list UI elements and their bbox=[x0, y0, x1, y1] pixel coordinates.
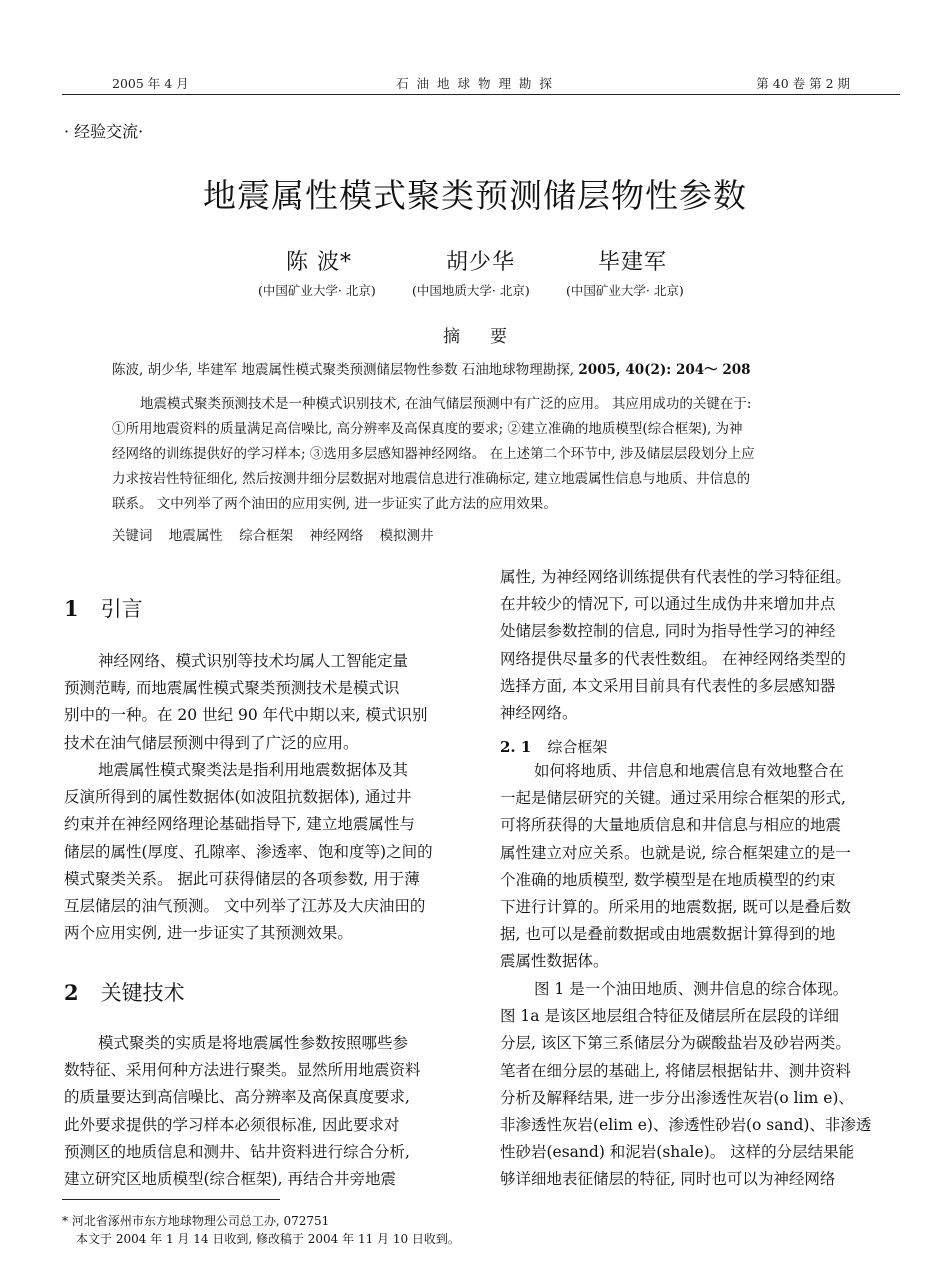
text-line: 非渗透性灰岩(elim e)、渗透性砂岩(o sand)、非渗透 bbox=[500, 1116, 872, 1135]
text-line: 地震属性模式聚类法是指利用地震数据体及其 bbox=[98, 761, 409, 779]
intro-paragraph-2 bbox=[64, 757, 433, 947]
text-line: 下进行计算的。所采用的地震数据, 既可以是叠后数 bbox=[500, 898, 851, 917]
text-line: 预测区的地质信息和测井、钻井资料进行综合分析, bbox=[64, 1142, 410, 1161]
section-2-number: 2 bbox=[64, 980, 79, 1005]
continued-paragraph bbox=[500, 564, 851, 727]
text-line: 储层的属性(厚度、孔隙率、渗透率、饱和度等)之间的 bbox=[64, 842, 433, 861]
author-3: 毕建军 bbox=[598, 250, 668, 275]
text-line: 数特征、采用何种方法进行聚类。显然所用地震资料 bbox=[64, 1061, 421, 1080]
header-date: 2005 年 4 月 bbox=[112, 76, 189, 91]
section-1-number: 1 bbox=[64, 596, 79, 621]
header-volume: 第 40 卷 第 2 期 bbox=[756, 76, 850, 91]
text-line: 图 1 是一个油田地质、测井信息的综合体现。 bbox=[534, 980, 849, 998]
intro-paragraph-1 bbox=[64, 648, 428, 757]
text-line: 如何将地质、井信息和地震信息有效地整合在 bbox=[534, 762, 845, 780]
text-line: 别中的一种。在 20 世纪 90 年代中期以来, 模式识别 bbox=[64, 706, 428, 725]
text-line: 约束并在神经网络理论基础指导下, 建立地震属性与 bbox=[64, 815, 415, 834]
key-tech-paragraph bbox=[64, 1030, 421, 1193]
citation-text: 陈波, 胡少华, 毕建军 地震属性模式聚类预测储层物性参数 石油地球物理勘探, bbox=[112, 362, 575, 378]
text-line: 网络提供尽量多的代表性数组。 在神经网络类型的 bbox=[500, 649, 846, 668]
footnote bbox=[62, 1212, 460, 1248]
text-line: 笔者在细分层的基础上, 将储层根据钻井、测井资料 bbox=[500, 1061, 851, 1080]
header-rule bbox=[62, 94, 900, 95]
keywords: 关键词 地震属性 综合框架 神经网络 模拟测井 bbox=[112, 528, 434, 544]
footnote-affiliation: * 河北省涿州市东方地球物理公司总工办, 072751 bbox=[62, 1214, 330, 1228]
text-line: 神经网络、模式识别等技术均属人工智能定量 bbox=[98, 652, 409, 670]
section-2-title: 关键技术 bbox=[100, 981, 185, 1005]
text-line: 够详细地表征储层的特征, 同时也可以为神经网络 bbox=[500, 1170, 836, 1189]
section-2-heading bbox=[64, 977, 185, 1007]
citation-ref: 2005, 40(2): 204～ 208 bbox=[578, 362, 751, 378]
text-line: 此外要求提供的学习样本必须很标准, 因此要求对 bbox=[64, 1115, 400, 1134]
affiliation-1: (中国矿业大学· 北京) bbox=[258, 283, 376, 298]
abstract-body bbox=[112, 392, 852, 517]
abstract-line: 力求按岩性特征细化, 然后按测井细分层数据对地震信息进行准确标定, 建立地震属性信息与地质、井信息的 bbox=[112, 471, 751, 487]
text-line: 在井较少的情况下, 可以通过生成伪井来增加井点 bbox=[500, 595, 836, 614]
section-1-heading bbox=[64, 593, 143, 623]
text-line: 分层, 该区下第三系储层分为碳酸盐岩及砂岩两类。 bbox=[500, 1034, 851, 1053]
citation bbox=[112, 358, 751, 378]
text-line: 预测范畴, 而地震属性模式聚类预测技术是模式识 bbox=[64, 679, 400, 698]
abstract-line: 地震模式聚类预测技术是一种模式识别技术, 在油气储层预测中有广泛的应用。 其应用成功的关键在于: bbox=[140, 396, 752, 412]
text-line: 据, 也可以是叠前数据或由地震数据计算得到的地 bbox=[500, 925, 836, 944]
author-2: 胡少华 bbox=[446, 250, 516, 275]
text-line: 模式聚类的实质是将地震属性参数按照哪些参 bbox=[98, 1034, 409, 1052]
text-line: 技术在油气储层预测中得到了广泛的应用。 bbox=[64, 733, 359, 752]
text-line: 一起是储层研究的关键。通过采用综合框架的形式, bbox=[500, 789, 846, 808]
author-1: 陈 波* bbox=[286, 250, 352, 275]
section-2-1-heading bbox=[500, 736, 607, 757]
text-line: 模式聚类关系。 据此可获得储层的各项参数, 用于薄 bbox=[64, 869, 420, 888]
text-line: 震属性数据体。 bbox=[500, 952, 609, 971]
text-line: 性砂岩(esand) 和泥岩(shale)。 这样的分层结果能 bbox=[500, 1143, 855, 1162]
text-line: 选择方面, 本文采用目前具有代表性的多层感知器 bbox=[500, 676, 836, 695]
text-line: 可将所获得的大量地质信息和井信息与相应的地震 bbox=[500, 816, 842, 835]
paper-title: 地震属性模式聚类预测储层物性参数 bbox=[203, 176, 747, 215]
section-tag: · 经验交流· bbox=[64, 122, 144, 141]
text-line: 图 1a 是该区地层组合特征及储层所在层段的详细 bbox=[500, 1007, 839, 1026]
text-line: 分析及解释结果, 进一步分出渗透性灰岩(o lim e)、 bbox=[500, 1088, 854, 1107]
abstract-line: 经网络的训练提供好的学习样本; ③选用多层感知器神经网络。 在上述第二个环节中, 涉及储层层段划分上应 bbox=[112, 446, 755, 462]
footnote-received: 本文于 2004 年 1 月 14 日收到, 修改稿于 2004 年 11 月 10 日收到。 bbox=[76, 1232, 460, 1246]
text-line: 互层储层的油气预测。 文中列举了江苏及大庆油田的 bbox=[64, 897, 426, 916]
framework-paragraph-2 bbox=[500, 976, 871, 1194]
abstract-line: ①所用地震资料的质量满足高信噪比, 高分辨率及高保真度的要求; ②建立准确的地质模型(综合框架), 为神 bbox=[112, 421, 743, 437]
abstract-line: 联系。 文中列举了两个油田的应用实例, 进一步证实了此方法的应用效果。 bbox=[112, 496, 557, 512]
affiliation-3: (中国矿业大学· 北京) bbox=[566, 283, 684, 298]
text-line: 个准确的地质模型, 数学模型是在地质模型的约束 bbox=[500, 870, 836, 889]
section-2-1-title: 综合框架 bbox=[547, 738, 608, 756]
text-line: 反演所得到的属性数据体(如波阻抗数据体), 通过井 bbox=[64, 788, 412, 807]
footnote-rule bbox=[62, 1199, 280, 1200]
text-line: 的质量要达到高信噪比、高分辨率及高保真度要求, bbox=[64, 1088, 410, 1107]
framework-paragraph-1 bbox=[500, 758, 851, 976]
affiliation-2: (中国地质大学· 北京) bbox=[412, 283, 530, 298]
text-line: 神经网络。 bbox=[500, 704, 578, 723]
abstract-heading: 摘要 bbox=[443, 327, 537, 347]
text-line: 处储层参数控制的信息, 同时为指导性学习的神经 bbox=[500, 622, 836, 641]
section-2-1-number: 2. 1 bbox=[500, 738, 532, 756]
text-line: 属性建立对应关系。也就是说, 综合框架建立的是一 bbox=[500, 843, 851, 862]
text-line: 两个应用实例, 进一步证实了其预测效果。 bbox=[64, 924, 353, 943]
text-line: 建立研究区地质模型(综合框架), 再结合井旁地震 bbox=[64, 1170, 396, 1189]
text-line: 属性, 为神经网络训练提供有代表性的学习特征组。 bbox=[500, 568, 851, 586]
header-journal: 石 油 地 球 物 理 勘 探 bbox=[396, 76, 554, 91]
section-1-title: 引言 bbox=[100, 597, 143, 621]
